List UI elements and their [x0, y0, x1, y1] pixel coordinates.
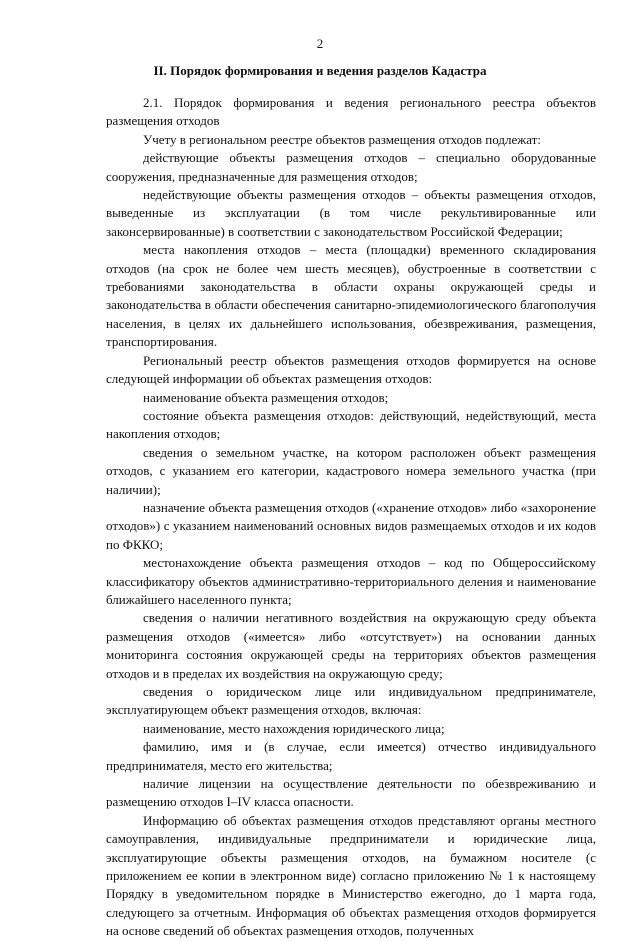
paragraph: действующие объекты размещения отходов – специально оборудованные сооружения, предназначенные для размещения отходов; [106, 150, 596, 184]
paragraph: состояние объекта размещения отходов: действующий, недействующий, места накопления отходов; [106, 407, 596, 442]
paragraph: местонахождение объекта размещения отходов – код по Общероссийскому классификатору объектов административно-территориального деления и наименование ближайшего населенного пункта; [106, 555, 596, 607]
paragraph: 2.1. Порядок формирования и ведения регионального реестра объектов размещения отходов [106, 95, 596, 129]
paragraph: Информацию об объектах размещения отходов представляют органы местного самоуправления, индивидуальные предприниматели и юридические лица, эксплуатирующие объекты размещения отходов, на бумажном носителе (с приложением ее копии в электронном виде) согласно приложению № 1 к настоящему Порядку в уведомительном порядке в Министерство ежегодно, до 1 марта года, следующего за отчетным. Информация об объектах размещения отходов формируется на основе сведений об объектах размещения отходов, полученных [106, 812, 596, 939]
page-number: 2 [316, 36, 324, 51]
paragraph: сведения о наличии негативного воздействия на окружающую среду объекта размещения отходов («имеется» либо «отсутствует») на основании данных мониторинга состояния окружающей среды на территориях объектов размещения отходов и в пределах их воздействия на окружающую среду; [106, 610, 596, 681]
section-title: II. Порядок формирования и ведения разделов Кадастра [153, 63, 487, 78]
paragraph: сведения о юридическом лице или индивидуальном предпринимателе, эксплуатирующем объект размещения отходов, включая: [106, 684, 596, 718]
paragraph: сведения о земельном участке, на котором расположен объект размещения отходов, с указанием его категории, кадастрового номера земельного участка (при наличии); [106, 444, 596, 497]
body-text [106, 94, 596, 941]
paragraph: наименование, место нахождения юридического лица; [143, 720, 445, 736]
paragraph: Региональный реестр объектов размещения отходов формируется на основе следующей информации об объектах размещения отходов: [106, 352, 596, 387]
paragraph: наличие лицензии на осуществление деятельности по обезвреживанию и размещению отходов I–IV класса опасности. [106, 776, 596, 810]
paragraph: недействующие объекты размещения отходов – объекты размещения отходов, выведенные из эксплуатации (в том числе рекультивированные или законсервированные) в соответствии с законодательством Российской Федерации; [106, 187, 596, 239]
paragraph: фамилию, имя и (в случае, если имеется) отчество индивидуального предпринимателя, место его жительства; [106, 739, 596, 773]
paragraph: наименование объекта размещения отходов; [143, 389, 389, 405]
paragraph: назначение объекта размещения отходов («хранение отходов» либо «захоронение отходов») с указанием наименований основных видов размещаемых отходов и их кодов по ФККО; [106, 499, 596, 552]
paragraph: места накопления отходов – места (площадки) временного складирования отходов (на срок не более чем шесть месяцев), обустроенные в соответствии с требованиями законодательства в области охраны окружающей среды и законодательства в области обеспечения санитарно-эпидемиологического благополучия населения, в целях их дальнейшего использования, обезвреживания, размещения, транспортирования. [106, 242, 596, 350]
paragraph: Учету в региональном реестре объектов размещения отходов подлежат: [143, 131, 541, 147]
